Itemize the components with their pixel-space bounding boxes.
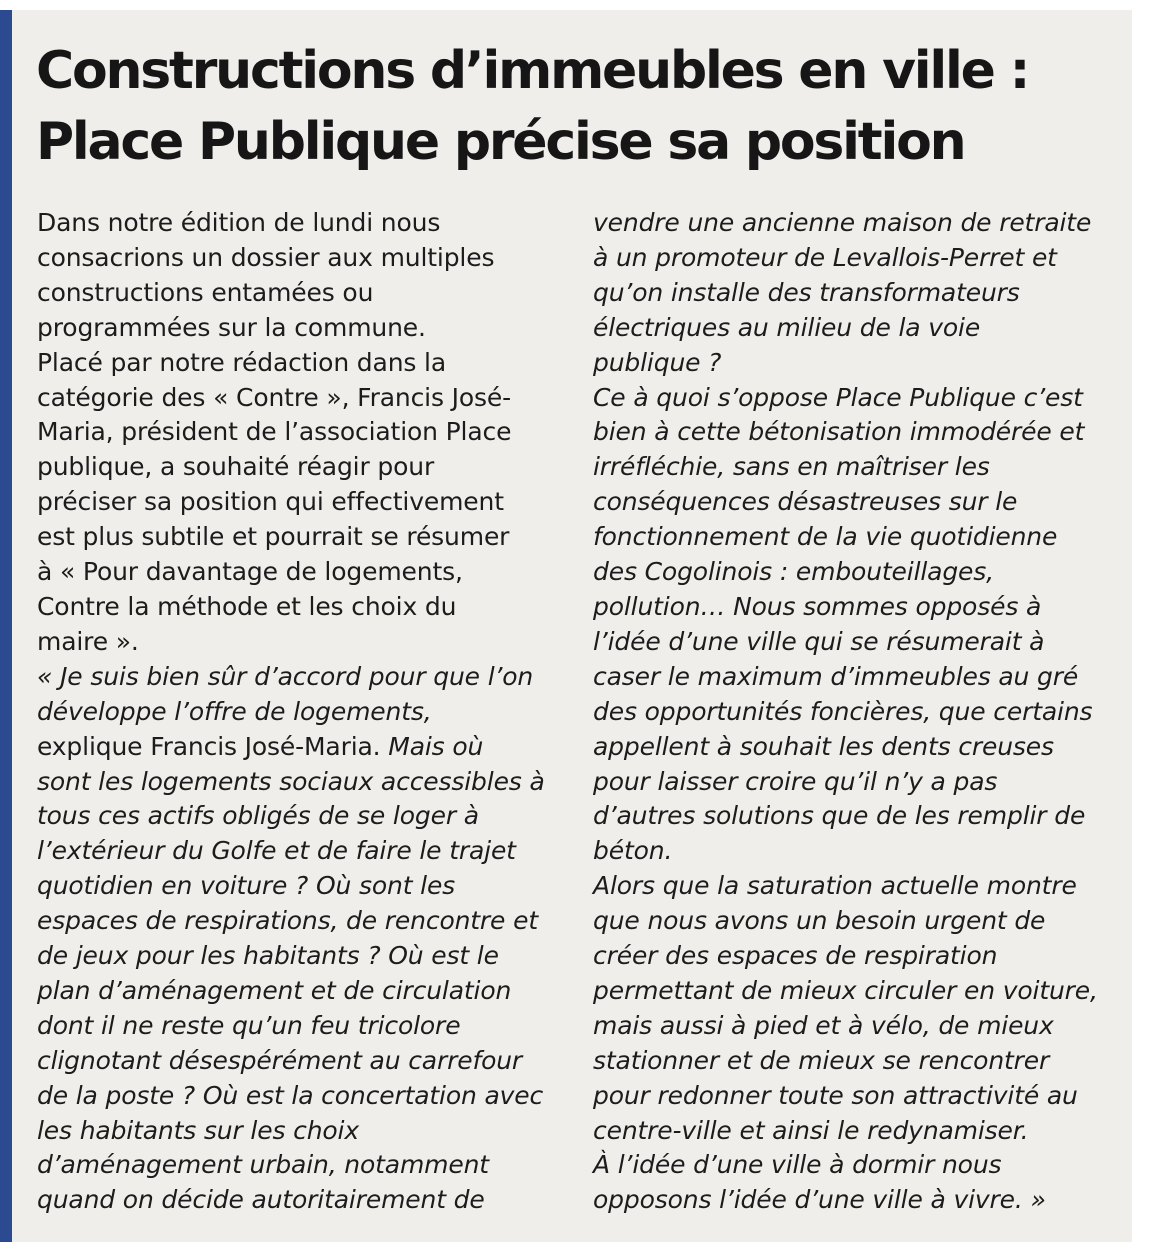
- quote-line: des opportunités foncières, que certains: [593, 696, 1093, 726]
- quote-fragment: Mais où: [380, 731, 484, 761]
- headline-line-2: Place Publique précise sa position: [36, 112, 965, 172]
- quote-line: des Cogolinois : embouteillages,: [593, 557, 994, 587]
- quote-line: dont il ne reste qu’un feu tricolore: [37, 1010, 461, 1040]
- quote-line: fonctionnement de la vie quotidienne: [593, 522, 1058, 552]
- headline-line-1: Constructions d’immeubles en ville :: [36, 41, 1029, 101]
- quote-line: que nous avons un besoin urgent de: [593, 906, 1046, 936]
- quote-line: l’idée d’une ville qui se résumerait à: [593, 626, 1045, 656]
- quote-line: Ce à quoi s’oppose Place Publique c’est: [593, 382, 1083, 412]
- article-clipping: [0, 10, 1132, 1242]
- quote-line: stationner et de mieux se rencontrer: [593, 1045, 1050, 1075]
- quote-line: les habitants sur les choix: [37, 1115, 359, 1145]
- body-line: consacrions un dossier aux multiples: [37, 242, 495, 272]
- right-column: [593, 206, 1123, 1218]
- quote-line: publique ?: [593, 347, 722, 377]
- quote-line: « Je suis bien sûr d’accord pour que l’on: [37, 661, 534, 691]
- quote-line: caser le maximum d’immeubles au gré: [593, 661, 1079, 691]
- quote-line: de jeux pour les habitants ? Où est le: [37, 941, 499, 971]
- body-line: catégorie des « Contre », Francis José-: [37, 382, 511, 412]
- accent-bar: [0, 10, 12, 1242]
- left-column: [37, 206, 569, 1218]
- quote-line: quotidien en voiture ? Où sont les: [37, 871, 456, 901]
- attribution-text: explique Francis José-Maria.: [37, 731, 381, 761]
- quote-line: conséquences désastreuses sur le: [593, 487, 1018, 517]
- quote-line: à un promoteur de Levallois-Perret et: [593, 242, 1057, 272]
- quote-line: d’aménagement urbain, notamment: [37, 1150, 489, 1180]
- quote-line: pour laisser croire qu’il n’y a pas: [593, 766, 998, 796]
- headline: [36, 36, 1126, 178]
- quote-line: opposons l’idée d’une ville à vivre. »: [593, 1185, 1046, 1215]
- body-line: constructions entamées ou: [37, 277, 374, 307]
- body-line: à « Pour davantage de logements,: [37, 557, 463, 587]
- quote-line: Alors que la saturation actuelle montre: [593, 871, 1077, 901]
- quote-line: pollution… Nous sommes opposés à: [593, 591, 1042, 621]
- quote-line: appellent à souhait les dents creuses: [593, 731, 1054, 761]
- quote-line: clignotant désespérément au carrefour: [37, 1045, 523, 1075]
- quote-line: électriques au milieu de la voie: [593, 312, 981, 342]
- quote-line: tous ces actifs obligés de se loger à: [37, 801, 479, 831]
- quote-line: béton.: [593, 836, 673, 866]
- quote-line: irréfléchie, sans en maîtriser les: [593, 452, 990, 482]
- quote-line: À l’idée d’une ville à dormir nous: [593, 1150, 1002, 1180]
- quote-line: vendre une ancienne maison de retraite: [593, 208, 1092, 237]
- quote-line: sont les logements sociaux accessibles à: [37, 766, 545, 796]
- quote-line: mais aussi à pied et à vélo, de mieux: [593, 1010, 1054, 1040]
- quote-line: créer des espaces de respiration: [593, 941, 998, 971]
- body-line: préciser sa position qui effectivement: [37, 487, 504, 517]
- body-line: Contre la méthode et les choix du: [37, 591, 457, 621]
- body-line: programmées sur la commune.: [37, 312, 426, 342]
- quote-line: de la poste ? Où est la concertation avec: [37, 1080, 544, 1110]
- quote-line: développe l’offre de logements,: [37, 696, 432, 726]
- body-line: publique, a souhaité réagir pour: [37, 452, 435, 482]
- quote-line: quand on décide autoritairement de: [37, 1185, 485, 1215]
- quote-line-mixed: [37, 730, 569, 765]
- body-line: Placé par notre rédaction dans la: [37, 347, 447, 377]
- quote-line: d’autres solutions que de les remplir de: [593, 801, 1086, 831]
- body-line: est plus subtile et pourrait se résumer: [37, 522, 510, 552]
- quote-line: permettant de mieux circuler en voiture,: [593, 975, 1098, 1005]
- quote-line: espaces de respirations, de rencontre et: [37, 906, 538, 936]
- quote-line: pour redonner toute son attractivité au: [593, 1080, 1078, 1110]
- body-line: Maria, président de l’association Place: [37, 417, 512, 447]
- quote-line: bien à cette bétonisation immodérée et: [593, 417, 1085, 447]
- quote-line: qu’on installe des transformateurs: [593, 277, 1020, 307]
- quote-line: l’extérieur du Golfe et de faire le trajet: [37, 836, 516, 866]
- body-line: Dans notre édition de lundi nous: [37, 208, 441, 237]
- quote-line: plan d’aménagement et de circulation: [37, 975, 512, 1005]
- body-line: maire ».: [37, 626, 139, 656]
- quote-line: centre-ville et ainsi le redynamiser.: [593, 1115, 1029, 1145]
